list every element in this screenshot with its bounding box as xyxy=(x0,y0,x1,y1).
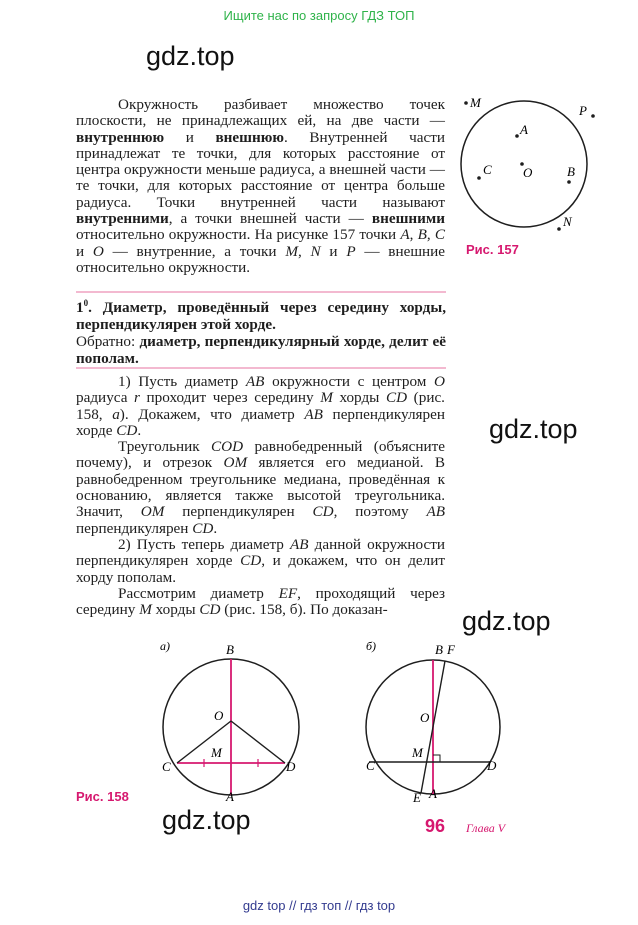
footer-links: gdz top // гдз топ // гдз top xyxy=(242,898,396,913)
watermark: gdz.top xyxy=(489,414,578,444)
fig158b-label-e: E xyxy=(413,790,421,805)
label-o: O xyxy=(523,165,533,180)
fig158b-label-c: C xyxy=(366,758,375,773)
point-p xyxy=(591,114,595,118)
page-number: 96 xyxy=(425,816,446,836)
figure-158a xyxy=(150,636,310,806)
figure-158-caption: Рис. 158 xyxy=(76,789,129,804)
fig158b-label-m: M xyxy=(412,745,423,760)
label-n: N xyxy=(563,214,572,229)
theorem-bottom-rule xyxy=(76,367,446,369)
fig158a-sublabel: а) xyxy=(160,639,170,653)
fig158b-label-f: F xyxy=(447,642,455,657)
fig158a-label-c: C xyxy=(162,759,171,774)
fig158a-label-b: B xyxy=(226,642,234,657)
fig158a-segment-oc xyxy=(177,721,231,763)
fig158a-label-o: O xyxy=(214,708,224,723)
point-a xyxy=(515,134,519,138)
theorem-top-rule xyxy=(76,291,446,293)
point-n xyxy=(557,227,561,231)
theorem-number: 1 xyxy=(76,299,84,317)
proof-text: 1) Пусть диаметр AB окружности с центром O радиуса r проходит через середину M хорды CD (рис. 158, а). Докажем, что диаметр AB перпендикулярен хорде CD. Треугольник COD равнобедренный (объясните почему), и отрезок OM является его медианой. В равнобедренном треугольнике медиана, проведённая к основанию, является также высотой треугольника. Значит, OM перпендикулярен CD, поэтому AB перпендикулярен CD. 2) Пусть теперь диаметр AB данной окружности перпендикулярен хорде CD, и докажем, что он делит хорду пополам. Рассмотрим диаметр EF, проходящий через середину M хорды CD (рис. 158, б). По доказан- xyxy=(76,373,445,619)
watermark: gdz.top xyxy=(146,41,235,71)
fig158b-label-o: O xyxy=(420,710,430,725)
top-banner: Ищите нас по запросу ГДЗ ТОП xyxy=(223,8,415,23)
converse-label: Обратно: xyxy=(76,333,140,351)
fig158a-segment-od xyxy=(231,721,285,763)
fig158a-label-m: M xyxy=(211,745,222,760)
fig158b-label-a: A xyxy=(429,786,437,801)
label-p: P xyxy=(579,103,587,118)
fig158b-right-angle xyxy=(433,755,440,762)
label-a: A xyxy=(520,122,528,137)
watermark: gdz.top xyxy=(462,606,551,636)
figure-157-caption: Рис. 157 xyxy=(466,242,519,257)
chapter-label: Глава V xyxy=(466,821,506,835)
intro-paragraph: Окружность разбивает множество точек плоскости, не принадлежащих ей, на две части — внутреннюю и внешнюю. Внутренней части принадлежат те точки, для которых расстояние от центра окружности меньше радиуса, а внешней части — те точки, для которых расстояние от центра больше радиуса. Точки внутренней части называют внутренними, а точки внешней части — внешними относительно окружности. На рисунке 157 точки A, B, C и O — внутренние, а точки M, N и P — внешние относительно окружности. xyxy=(76,96,446,276)
point-c xyxy=(477,176,481,180)
fig158a-label-a: A xyxy=(226,789,234,804)
label-c: C xyxy=(483,162,492,177)
fig158a-label-d: D xyxy=(286,759,296,774)
figure-158b xyxy=(352,636,512,806)
point-b xyxy=(567,180,571,184)
theorem-box: $1^0$. Диаметр, проведённый через середину хорды, перпендикулярен этой хорде. Обратно: диаметр, перпендикулярный хорде, делит её пополам. xyxy=(76,298,447,368)
fig158b-sublabel: б) xyxy=(366,639,377,653)
figure-157 xyxy=(455,92,615,242)
fig158b-label-d: D xyxy=(487,758,497,773)
point-m xyxy=(464,101,468,105)
label-m: M xyxy=(470,95,481,110)
fig158b-label-b: B xyxy=(435,642,443,657)
watermark: gdz.top xyxy=(162,805,251,835)
label-b: B xyxy=(567,164,575,179)
